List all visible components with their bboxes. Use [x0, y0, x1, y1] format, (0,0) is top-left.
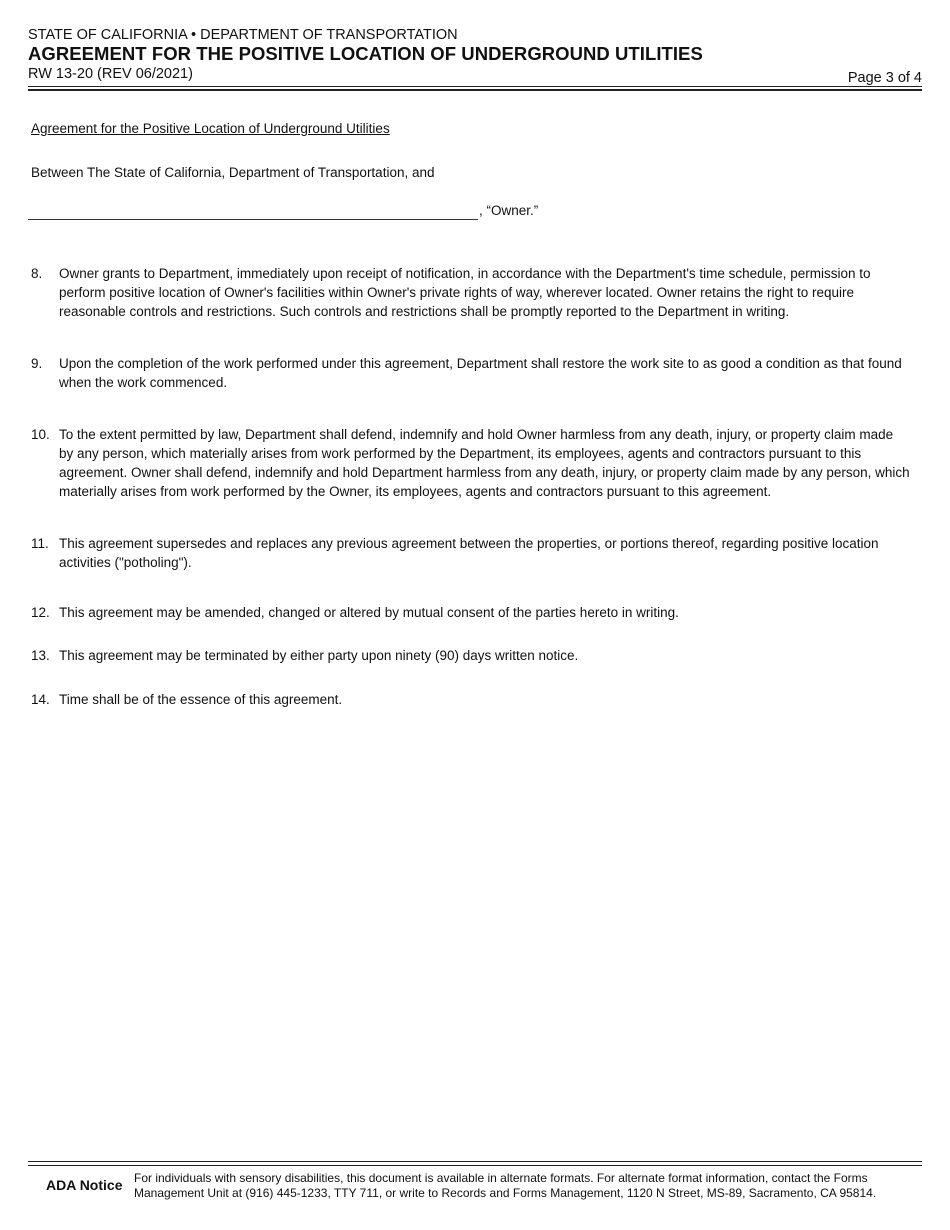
owner-name-row: [28, 202, 628, 222]
owner-name-field[interactable]: [28, 202, 478, 220]
clause-number: 12.: [31, 605, 50, 620]
form-title: AGREEMENT FOR THE POSITIVE LOCATION OF UNDERGROUND UTILITIES: [28, 43, 703, 64]
owner-label: , “Owner.”: [479, 203, 539, 218]
clause-text: To the extent permitted by law, Department shall defend, indemnify and hold Owner harmless from any death, injury, or property claim made by any person, which materially arises from work performed by the Department, its employees, agents and contractors pursuant to this agreement. Owner shall defend, indemnify and hold Department harmless from any death, injury, or property claim made by any person, which materially arises from work performed by the Owner, its employees, agents and contractors pursuant to this agreement.: [59, 427, 910, 499]
clause-text: This agreement may be amended, changed or altered by mutual consent of the parties hereto in writing.: [59, 605, 679, 620]
clause-list: [31, 264, 911, 709]
clause-text: Owner grants to Department, immediately upon receipt of notification, in accordance with the Department's time schedule, permission to perform positive location of Owner's facilities within Owner's private rights of way, wherever located. Owner retains the right to require reasonable controls and restrictions. Such controls and restrictions shall be promptly reported to the Department in writing.: [59, 266, 871, 319]
clause-number: 14.: [31, 692, 50, 707]
clause-text: Upon the completion of the work performed under this agreement, Department shall restore the work site to as good a condition as that found when the work commenced.: [59, 356, 902, 390]
clause-number: 8.: [31, 266, 43, 281]
between-statement: Between The State of California, Department of Transportation, and: [31, 165, 435, 180]
footer-rule-bottom: [28, 1165, 922, 1166]
ada-notice-label: ADA Notice: [46, 1177, 123, 1193]
clause-number: 9.: [31, 356, 43, 371]
clause-item: [31, 354, 911, 392]
clause-item: [31, 264, 911, 321]
clause-item: [31, 603, 911, 622]
clause-number: 13.: [31, 648, 50, 663]
clause-text: This agreement supersedes and replaces any previous agreement between the properties, or portions thereof, regarding positive location activities ("potholing").: [59, 536, 879, 570]
agency-line: STATE OF CALIFORNIA • DEPARTMENT OF TRANSPORTATION: [28, 27, 458, 43]
page-number: Page 3 of 4: [847, 70, 922, 86]
form-header: [28, 26, 922, 86]
footer-rule-top: [28, 1161, 922, 1162]
clause-number: 11.: [31, 536, 49, 551]
clause-number: 10.: [31, 427, 50, 442]
header-rule-thin: [28, 86, 922, 87]
clause-item: [31, 646, 911, 665]
ada-notice-text: For individuals with sensory disabilities, this document is available in alternate formats. For alternate format information, contact the Forms Management Unit at (916) 445-1233, TTY 711, or write to Records and Forms Management, 1120 N Street, MS-89, Sacramento, CA 95814.: [134, 1171, 877, 1200]
clause-item: [31, 690, 911, 709]
clause-text: Time shall be of the essence of this agreement.: [59, 692, 343, 707]
form-number: RW 13-20 (REV 06/2021): [28, 66, 193, 82]
document-heading: Agreement for the Positive Location of Underground Utilities: [31, 121, 390, 136]
clause-item: [31, 534, 911, 572]
clause-item: [31, 425, 911, 501]
clause-text: This agreement may be terminated by either party upon ninety (90) days written notice.: [59, 648, 579, 663]
header-rule-thick: [28, 89, 922, 91]
